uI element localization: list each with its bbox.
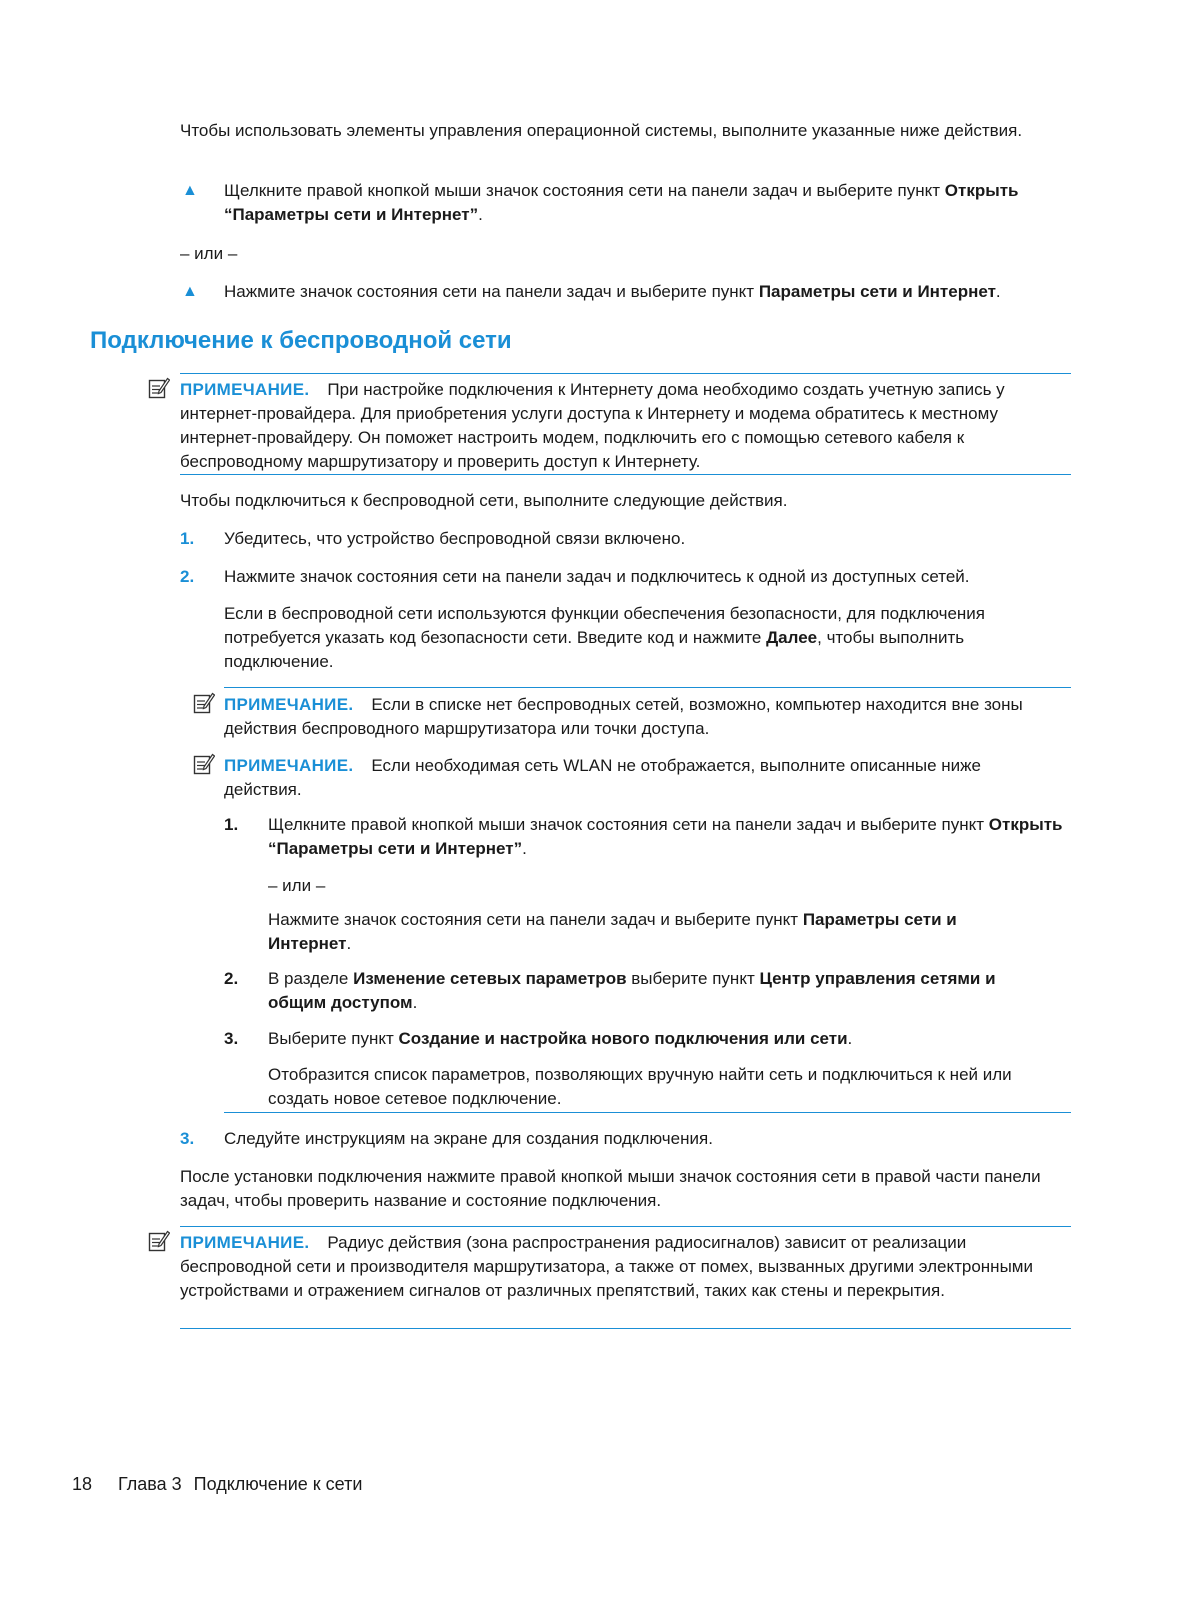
note-4: ПРИМЕЧАНИЕ. Радиус действия (зона распространения радиосигналов) зависит от реализации беспроводной сети и производителя маршрутизатора, а также от помех, вызванных другими электронными устройствами и отражением сигналов от различных препятствий, таких как стены и перекрытия. — [180, 1233, 1033, 1300]
step-number: 1. — [180, 529, 195, 548]
triangle-up-icon: ▲ — [182, 182, 198, 199]
note-rule-bottom — [180, 474, 1071, 475]
step-3-text: Следуйте инструкциям на экране для создания подключения. — [224, 1129, 713, 1148]
note-rule-bottom — [180, 1328, 1071, 1329]
substep-number: 3. — [224, 1029, 239, 1048]
note-rule-top — [180, 1226, 1071, 1227]
note-1: ПРИМЕЧАНИЕ. При настройке подключения к Интернету дома необходимо создать учетную запись у интернет-провайдера. Для приобретения услуги доступа к Интернету и модема обратитесь к местному интернет-провайдеру. Он поможет настроить модем, подключить его с помощью сетевого кабеля к беспроводному маршрутизатору и проверить доступ к Интернету. — [180, 380, 1005, 471]
triangle-up-icon: ▲ — [182, 283, 198, 300]
substep-number: 1. — [224, 815, 239, 834]
intro-step-1: Щелкните правой кнопкой мыши значок состояния сети на панели задач и выберите пункт Открыть “Параметры сети и Интернет”. — [224, 181, 1019, 224]
chapter-title: Подключение к сети — [193, 1474, 363, 1494]
substep-number: 2. — [224, 969, 239, 988]
note-rule-bottom — [224, 1112, 1071, 1113]
substep-1: Щелкните правой кнопкой мыши значок состояния сети на панели задач и выберите пункт Открыть “Параметры сети и Интернет”. — [268, 815, 1063, 858]
note-pencil-icon — [193, 692, 215, 714]
lead-paragraph: Чтобы подключиться к беспроводной сети, выполните следующие действия. — [180, 491, 788, 510]
step-1-text: Убедитесь, что устройство беспроводной связи включено. — [224, 529, 686, 548]
step-2-detail: Если в беспроводной сети используются функции обеспечения безопасности, для подключения потребуется указать код безопасности сети. Введите код и нажмите Далее, чтобы выполнить подключение. — [224, 604, 985, 671]
section-heading: Подключение к беспроводной сети — [90, 327, 512, 354]
substep-1-alt: Нажмите значок состояния сети на панели задач и выберите пункт Параметры сети и Интернет. — [268, 910, 957, 953]
chapter-label: Глава 3 — [118, 1474, 182, 1494]
intro-step-2: Нажмите значок состояния сети на панели задач и выберите пункт Параметры сети и Интернет. — [224, 282, 1001, 301]
note-pencil-icon — [148, 1230, 170, 1252]
note-pencil-icon — [193, 753, 215, 775]
substep-3: Выберите пункт Создание и настройка нового подключения или сети. — [268, 1029, 853, 1048]
or-separator: – или – — [180, 244, 238, 263]
after-paragraph: После установки подключения нажмите правой кнопкой мыши значок состояния сети в правой части панели задач, чтобы проверить название и состояние подключения. — [180, 1167, 1041, 1210]
intro-text: Чтобы использовать элементы управления операционной системы, выполните указанные ниже действия. — [180, 121, 1023, 140]
note-pencil-icon — [148, 377, 170, 399]
page-footer — [72, 1472, 362, 1496]
substep-3-detail: Отобразится список параметров, позволяющих вручную найти сеть и подключиться к ней или создать новое сетевое подключение. — [268, 1065, 1012, 1108]
or-separator: – или – — [268, 876, 326, 895]
intro-paragraph — [180, 119, 1040, 143]
substep-2: В разделе Изменение сетевых параметров выберите пункт Центр управления сетями и общим доступом. — [268, 969, 996, 1012]
step-2-text: Нажмите значок состояния сети на панели задач и подключитесь к одной из доступных сетей. — [224, 567, 970, 586]
note-3: ПРИМЕЧАНИЕ. Если необходимая сеть WLAN не отображается, выполните описанные ниже действия. — [224, 756, 982, 799]
step-number: 2. — [180, 567, 195, 586]
note-rule-top — [224, 687, 1071, 688]
step-number: 3. — [180, 1129, 195, 1148]
note-2: ПРИМЕЧАНИЕ. Если в списке нет беспроводных сетей, возможно, компьютер находится вне зоны действия беспроводного маршрутизатора или точки доступа. — [224, 695, 1023, 738]
note-rule-top — [180, 373, 1071, 374]
page-number: 18 — [72, 1474, 93, 1494]
